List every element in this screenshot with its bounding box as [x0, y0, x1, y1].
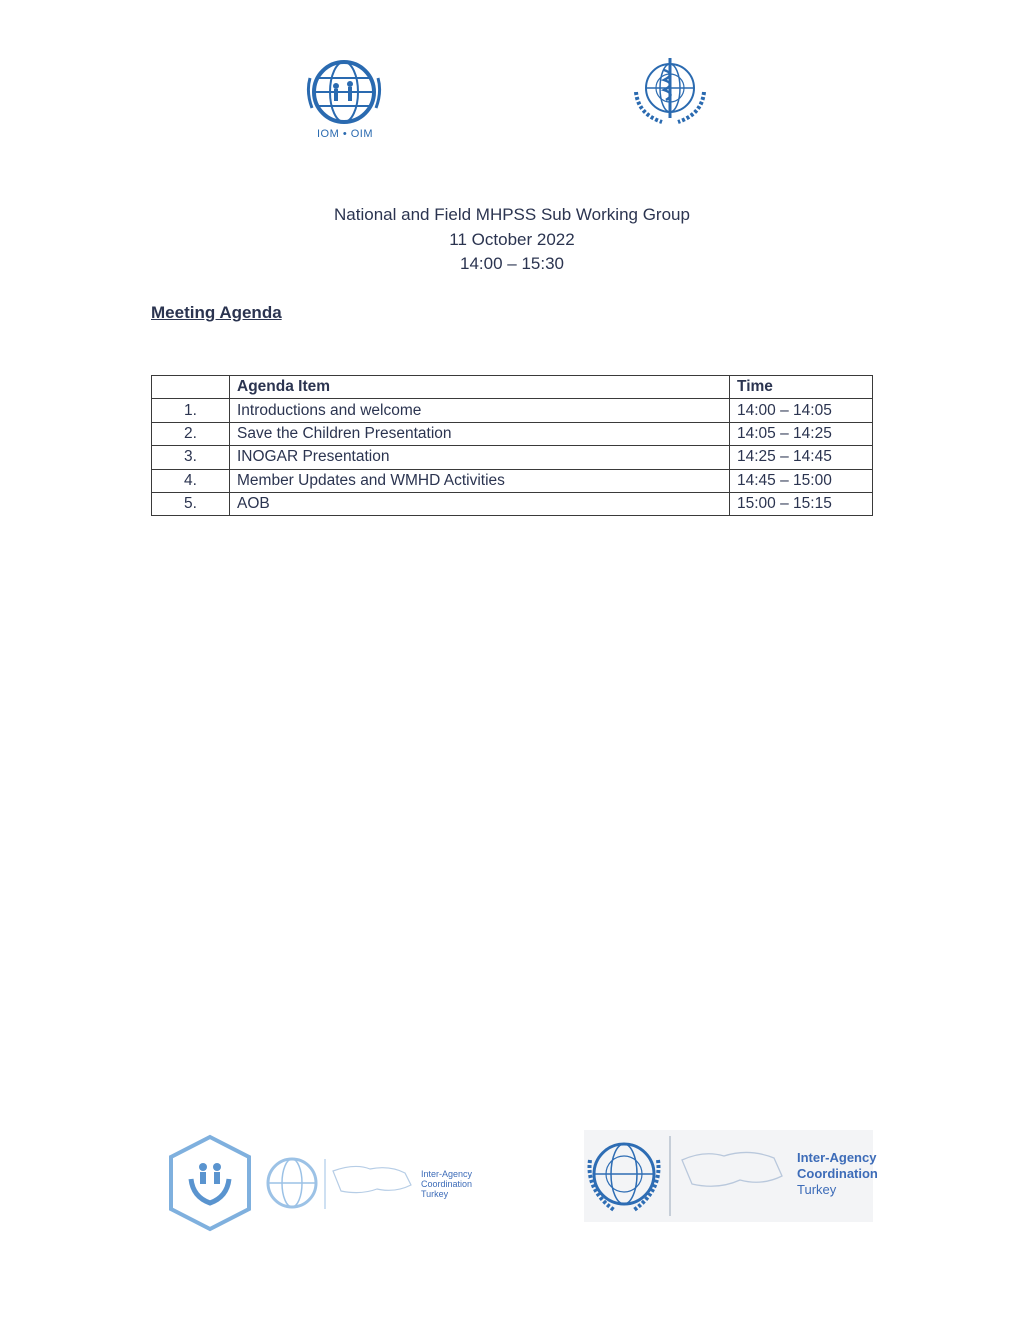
table-row — [152, 469, 873, 492]
agenda-header-row — [152, 376, 873, 399]
who-emblem-icon — [628, 52, 712, 128]
row-item: Save the Children Presentation — [230, 422, 730, 445]
iac-line: Coordination — [421, 1179, 473, 1189]
footer-logo-left — [165, 1133, 480, 1233]
column-header-time: Time — [730, 376, 873, 399]
iac-line: Inter-Agency — [797, 1150, 877, 1165]
meeting-time: 14:00 – 15:30 — [460, 254, 564, 273]
table-row — [152, 422, 873, 445]
mhpss-hands-icon — [165, 1133, 415, 1233]
table-row — [152, 446, 873, 469]
row-number: 4. — [152, 469, 230, 492]
row-number: 1. — [152, 399, 230, 422]
iac-label-small — [421, 1169, 472, 1199]
agenda-table — [151, 375, 873, 516]
un-emblem-icon — [584, 1130, 794, 1222]
iac-line: Inter-Agency — [421, 1169, 473, 1179]
row-number: 3. — [152, 446, 230, 469]
footer-logo-right — [584, 1130, 878, 1222]
row-number: 2. — [152, 422, 230, 445]
meeting-date: 11 October 2022 — [449, 229, 575, 249]
row-number: 5. — [152, 492, 230, 515]
iom-caption: IOM • OIM — [316, 128, 373, 140]
row-time: 14:05 – 14:25 — [730, 422, 873, 445]
table-row — [152, 492, 873, 515]
who-logo — [628, 52, 712, 128]
row-time: 14:45 – 15:00 — [730, 469, 873, 492]
row-item: INOGAR Presentation — [230, 446, 730, 469]
agenda-title: Meeting Agenda — [151, 303, 282, 322]
iom-globe-icon — [306, 58, 384, 128]
iac-line: Turkey — [421, 1189, 449, 1199]
row-time: 14:00 – 14:05 — [730, 399, 873, 422]
column-header-number — [152, 376, 230, 399]
row-time: 15:00 – 15:15 — [730, 492, 873, 515]
meeting-title: National and Field MHPSS Sub Working Group — [334, 205, 690, 224]
iac-line: Turkey — [797, 1182, 837, 1197]
meeting-heading — [0, 203, 1024, 277]
iac-line: Coordination — [797, 1166, 878, 1181]
row-time: 14:25 – 14:45 — [730, 446, 873, 469]
table-row — [152, 399, 873, 422]
column-header-item: Agenda Item — [230, 376, 730, 399]
iac-label-large — [797, 1150, 878, 1198]
row-item: AOB — [230, 492, 730, 515]
iom-logo — [306, 58, 384, 140]
row-item: Introductions and welcome — [230, 399, 730, 422]
row-item: Member Updates and WMHD Activities — [230, 469, 730, 492]
